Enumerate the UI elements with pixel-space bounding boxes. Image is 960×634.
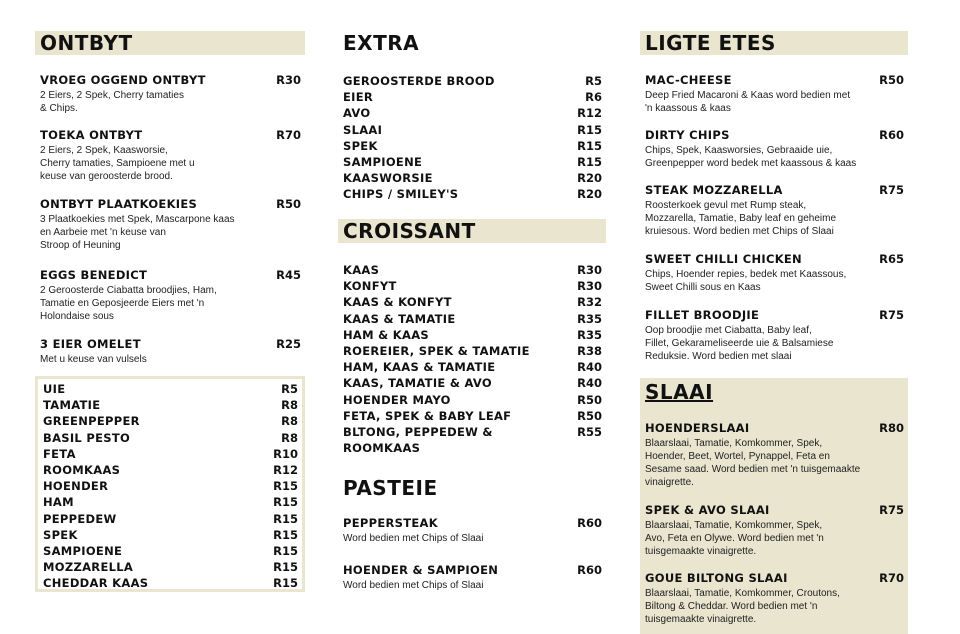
list-item bbox=[38, 527, 302, 543]
item-description bbox=[35, 144, 305, 183]
item-name: MOZZARELLA bbox=[43, 560, 134, 575]
menu-item bbox=[338, 563, 606, 592]
desc-line: Tamatie en Geposjeerde Eiers met 'n bbox=[40, 298, 205, 309]
item-price: R15 bbox=[273, 560, 298, 575]
item-price: R38 bbox=[577, 343, 602, 358]
item-name: HOENDER & SAMPIOEN bbox=[343, 563, 499, 577]
list-item bbox=[338, 262, 606, 278]
desc-line: Blaarslaai, Tamatie, Komkommer, Spek, bbox=[645, 438, 823, 449]
item-price: R15 bbox=[273, 495, 298, 510]
item-name: HOENDER bbox=[43, 479, 109, 494]
item-description bbox=[338, 579, 606, 592]
desc-line: Blaarslaai, Tamatie, Komkommer, Spek, bbox=[645, 520, 823, 531]
desc-line: 2 Eiers, 2 Spek, Cherry tamaties bbox=[40, 90, 184, 101]
list-item bbox=[338, 375, 606, 391]
menu-item bbox=[640, 571, 908, 626]
item-price: R15 bbox=[273, 576, 298, 591]
desc-line: Greenpepper word bedek met kaassous & kaas bbox=[645, 158, 857, 169]
list-item bbox=[338, 311, 606, 327]
list-item bbox=[38, 494, 302, 510]
item-name: KAAS & KONFYT bbox=[343, 295, 452, 310]
list-item bbox=[38, 559, 302, 575]
desc-line: Reduksie. Word bedien met slaai bbox=[645, 351, 792, 362]
item-price: R10 bbox=[273, 446, 298, 461]
vulsels-list bbox=[38, 381, 302, 591]
menu-item bbox=[640, 128, 908, 170]
extra-list bbox=[338, 73, 606, 203]
item-name: KONFYT bbox=[343, 279, 397, 294]
desc-line: 3 Plaatkoekies met Spek, Mascarpone kaas bbox=[40, 214, 235, 225]
item-name: GOUE BILTONG SLAAI bbox=[645, 571, 788, 585]
desc-line: Cherry tamaties, Sampioene met u bbox=[40, 158, 195, 169]
item-name: TOEKA ONTBYT bbox=[40, 128, 143, 142]
item-price: R20 bbox=[577, 171, 602, 186]
menu-item bbox=[640, 503, 908, 558]
vulsels-box bbox=[35, 376, 305, 592]
item-price: R15 bbox=[577, 154, 602, 169]
item-name: KAAS bbox=[343, 263, 380, 277]
menu-item bbox=[640, 73, 908, 115]
item-price: R45 bbox=[276, 268, 301, 282]
item-price: R70 bbox=[879, 571, 904, 585]
item-price: R55 bbox=[577, 424, 602, 439]
item-price: R25 bbox=[276, 337, 301, 351]
desc-line: Holondaise sous bbox=[40, 311, 114, 322]
list-item bbox=[338, 73, 606, 89]
list-item bbox=[338, 294, 606, 310]
item-price: R30 bbox=[577, 263, 602, 277]
item-description bbox=[35, 89, 305, 115]
menu-item bbox=[640, 421, 908, 489]
item-price: R40 bbox=[577, 376, 602, 391]
desc-line: 2 Eiers, 2 Spek, Kaasworsie, bbox=[40, 145, 168, 156]
list-item bbox=[338, 440, 606, 456]
croissant-list bbox=[338, 262, 606, 456]
item-description bbox=[35, 353, 305, 366]
desc-line: 2 Geroosterde Ciabatta broodjies, Ham, bbox=[40, 285, 217, 296]
item-description bbox=[640, 519, 908, 558]
list-item bbox=[338, 424, 606, 440]
item-price: R12 bbox=[273, 462, 298, 477]
item-description bbox=[640, 268, 908, 294]
item-description bbox=[640, 89, 908, 115]
list-item bbox=[338, 122, 606, 138]
menu-item bbox=[35, 73, 305, 115]
desc-line: Roosterkoek gevul met Rump steak, bbox=[645, 200, 807, 211]
item-price: R30 bbox=[276, 73, 301, 87]
list-item bbox=[38, 575, 302, 591]
item-name: VROEG OGGEND ONTBYT bbox=[40, 73, 206, 87]
item-name: HAM, KAAS & TAMATIE bbox=[343, 360, 496, 375]
item-description bbox=[640, 324, 908, 363]
item-name: SAMPIOENE bbox=[343, 154, 423, 169]
item-price: R35 bbox=[577, 311, 602, 326]
menu-item bbox=[35, 128, 305, 183]
item-description bbox=[640, 437, 908, 489]
menu-item bbox=[338, 516, 606, 545]
item-price: R15 bbox=[577, 122, 602, 137]
list-item bbox=[338, 343, 606, 359]
item-name: HAM bbox=[43, 495, 74, 510]
item-description bbox=[640, 587, 908, 626]
list-item bbox=[338, 105, 606, 121]
item-name: FETA, SPEK & BABY LEAF bbox=[343, 408, 512, 423]
item-name: UIE bbox=[43, 382, 66, 396]
item-name: HAM & KAAS bbox=[343, 327, 429, 342]
item-name: GEROOSTERDE BROOD bbox=[343, 74, 495, 88]
item-price: R20 bbox=[577, 187, 602, 202]
item-name: DIRTY CHIPS bbox=[645, 128, 730, 142]
item-price: R8 bbox=[281, 398, 298, 413]
item-description bbox=[640, 144, 908, 170]
item-name: TAMATIE bbox=[43, 398, 101, 413]
item-name: STEAK MOZZARELLA bbox=[645, 183, 783, 197]
list-item bbox=[338, 327, 606, 343]
desc-line: Avo, Feta en Olywe. Word bedien met 'n bbox=[645, 533, 824, 544]
item-price: R50 bbox=[577, 392, 602, 407]
menu-item bbox=[640, 183, 908, 238]
list-item bbox=[38, 478, 302, 494]
item-name: KAASWORSIE bbox=[343, 171, 433, 186]
item-price: R60 bbox=[577, 563, 602, 577]
item-name: MAC-CHEESE bbox=[645, 73, 732, 87]
item-price: R6 bbox=[585, 90, 602, 105]
item-name: SAMPIOENE bbox=[43, 543, 123, 558]
item-name: SWEET CHILLI CHICKEN bbox=[645, 252, 802, 266]
desc-line: Stroop of Heuning bbox=[40, 240, 121, 251]
desc-line: Biltong & Cheddar. Word bedien met 'n bbox=[645, 601, 818, 612]
item-name: HOENDERSLAAI bbox=[645, 421, 750, 435]
item-price: R5 bbox=[281, 382, 298, 396]
menu-item bbox=[35, 268, 305, 323]
list-item bbox=[38, 511, 302, 527]
desc-line: Mozzarella, Tamatie, Baby leaf en geheime bbox=[645, 213, 837, 224]
desc-line: kruiesous. Word bedien met Chips of Slaai bbox=[645, 226, 834, 237]
item-price: R8 bbox=[281, 430, 298, 445]
item-name: ROOMKAAS bbox=[43, 462, 121, 477]
list-item bbox=[38, 543, 302, 559]
menu-item bbox=[640, 252, 908, 294]
desc-line: 'n kaassous & kaas bbox=[645, 103, 731, 114]
item-price: R65 bbox=[879, 252, 904, 266]
item-name: AVO bbox=[343, 106, 371, 121]
item-price: R15 bbox=[273, 543, 298, 558]
list-item bbox=[38, 430, 302, 446]
item-name: ROEREIER, SPEK & TAMATIE bbox=[343, 343, 530, 358]
item-name: PEPPERSTEAK bbox=[343, 516, 438, 530]
item-price: R32 bbox=[577, 295, 602, 310]
list-item bbox=[38, 381, 302, 397]
item-name: GREENPEPPER bbox=[43, 414, 140, 429]
item-name: SLAAI bbox=[343, 122, 383, 137]
desc-line: tuisgemaakte vinaigrette. bbox=[645, 614, 757, 625]
desc-line: Blaarslaai, Tamatie, Komkommer, Croutons, bbox=[645, 588, 840, 599]
item-price: R15 bbox=[273, 527, 298, 542]
item-name: HOENDER MAYO bbox=[343, 392, 451, 407]
list-item bbox=[38, 397, 302, 413]
item-price: R75 bbox=[879, 503, 904, 517]
desc-line: & Chips. bbox=[40, 103, 78, 114]
list-item bbox=[338, 408, 606, 424]
desc-line: en Aarbeie met 'n keuse van bbox=[40, 227, 166, 238]
desc-line: tuisgemaakte vinaigrette. bbox=[645, 546, 757, 557]
list-item bbox=[338, 89, 606, 105]
section-title-slaai bbox=[640, 380, 908, 404]
desc-line: Deep Fried Macaroni & Kaas word bedien met bbox=[645, 90, 851, 101]
item-price: R30 bbox=[577, 279, 602, 294]
desc-line: Chips, Hoender repies, bedek met Kaassous, bbox=[645, 269, 847, 280]
list-item bbox=[338, 170, 606, 186]
desc-line: Sweet Chilli sous en Kaas bbox=[645, 282, 761, 293]
desc-line: Fillet, Gekarameliseerde uie & Balsamiese bbox=[645, 338, 834, 349]
list-item bbox=[338, 138, 606, 154]
item-description bbox=[338, 532, 606, 545]
list-item bbox=[338, 359, 606, 375]
desc-line: Word bedien met Chips of Slaai bbox=[343, 580, 484, 591]
item-name: FILLET BROODJIE bbox=[645, 308, 760, 322]
item-description bbox=[35, 284, 305, 323]
item-name: ROOMKAAS bbox=[343, 441, 421, 456]
item-name: SPEK bbox=[343, 138, 378, 153]
item-price: R12 bbox=[577, 106, 602, 121]
list-item bbox=[38, 413, 302, 429]
item-name: 3 EIER OMELET bbox=[40, 337, 141, 351]
item-price: R80 bbox=[879, 421, 904, 435]
item-price: R8 bbox=[281, 414, 298, 429]
item-name: BASIL PESTO bbox=[43, 430, 131, 445]
list-item bbox=[338, 186, 606, 202]
menu-item bbox=[35, 197, 305, 252]
desc-line: Met u keuse van vulsels bbox=[40, 354, 147, 365]
item-name: ONTBYT PLAATKOEKIES bbox=[40, 197, 198, 211]
item-price: R5 bbox=[585, 74, 602, 88]
desc-line: Chips, Spek, Kaasworsies, Gebraaide uie, bbox=[645, 145, 833, 156]
menu-item bbox=[35, 337, 305, 366]
item-name: EGGS BENEDICT bbox=[40, 268, 148, 282]
desc-line: keuse van geroosterde brood. bbox=[40, 171, 173, 182]
menu-item bbox=[640, 308, 908, 363]
desc-line: Oop broodjie met Ciabatta, Baby leaf, bbox=[645, 325, 812, 336]
item-name: SPEK & AVO SLAAI bbox=[645, 503, 770, 517]
item-price: R75 bbox=[879, 308, 904, 322]
item-description bbox=[35, 213, 305, 252]
item-price: R60 bbox=[879, 128, 904, 142]
item-name: CHEDDAR KAAS bbox=[43, 576, 149, 591]
item-price: R15 bbox=[273, 479, 298, 494]
list-item bbox=[338, 278, 606, 294]
section-title-pasteie: PASTEIE bbox=[343, 476, 438, 500]
item-name: KAAS, TAMATIE & AVO bbox=[343, 376, 492, 391]
desc-line: Word bedien met Chips of Slaai bbox=[343, 533, 484, 544]
item-price: R50 bbox=[276, 197, 301, 211]
item-price: R60 bbox=[577, 516, 602, 530]
item-name: FETA bbox=[43, 446, 76, 461]
item-name: PEPPEDEW bbox=[43, 511, 117, 526]
list-item bbox=[338, 392, 606, 408]
desc-line: vinaigrette. bbox=[645, 477, 694, 488]
item-name: SPEK bbox=[43, 527, 78, 542]
list-item bbox=[38, 462, 302, 478]
item-price: R50 bbox=[879, 73, 904, 87]
section-title-ontbyt: ONTBYT bbox=[35, 31, 305, 55]
list-item bbox=[38, 446, 302, 462]
list-item bbox=[338, 154, 606, 170]
item-price: R50 bbox=[577, 408, 602, 423]
section-title-croissant: CROISSANT bbox=[338, 219, 606, 243]
item-name: EIER bbox=[343, 90, 374, 105]
item-name: BLTONG, PEPPEDEW & bbox=[343, 424, 493, 439]
section-title-text: SLAAI bbox=[645, 380, 714, 404]
desc-line: Sesame saad. Word bedien met 'n tuisgemaakte bbox=[645, 464, 861, 475]
item-price: R40 bbox=[577, 360, 602, 375]
item-name: CHIPS / SMILEY'S bbox=[343, 187, 459, 202]
item-description bbox=[640, 199, 908, 238]
section-title-ligte-etes: LIGTE ETES bbox=[640, 31, 908, 55]
item-name: KAAS & TAMATIE bbox=[343, 311, 456, 326]
item-price: R15 bbox=[577, 138, 602, 153]
desc-line: Hoender, Beet, Wortel, Pynappel, Feta en bbox=[645, 451, 830, 462]
section-title-extra: EXTRA bbox=[343, 31, 420, 55]
item-price: R35 bbox=[577, 327, 602, 342]
item-price: R75 bbox=[879, 183, 904, 197]
item-price: R15 bbox=[273, 511, 298, 526]
item-price: R70 bbox=[276, 128, 301, 142]
slaai-box bbox=[640, 378, 908, 634]
